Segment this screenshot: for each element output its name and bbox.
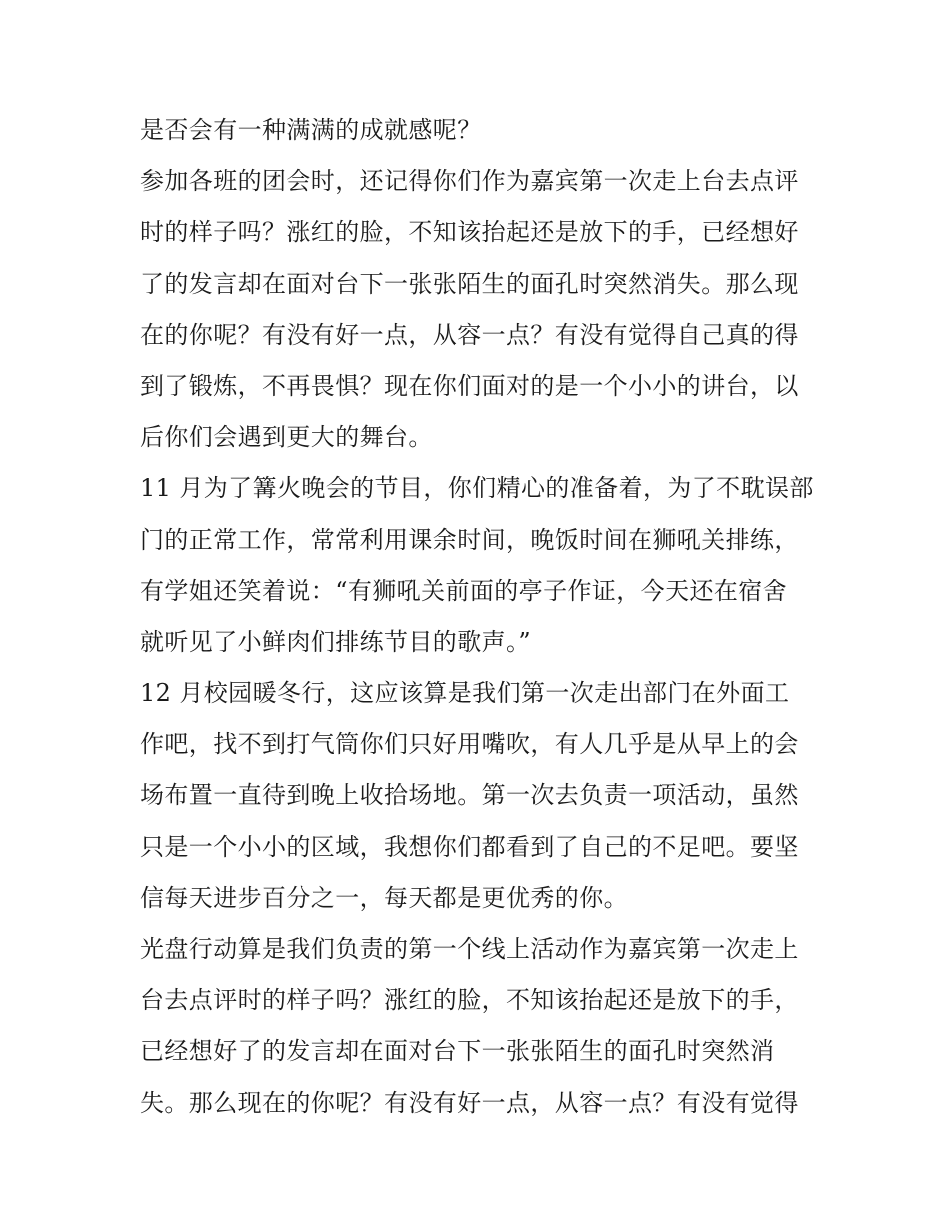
body-text — [140, 105, 820, 1129]
text-line: 参加各班的团会时，还记得你们作为嘉宾第一次走上台去点评 — [140, 167, 799, 196]
text-line: 是否会有一种满满的成就感呢？ — [140, 116, 482, 144]
text-line: 12 月校园暖冬行，这应该算是我们第一次走出部门在外面工 — [140, 679, 790, 708]
text-line: 后你们会遇到更大的舞台。 — [140, 423, 433, 452]
text-line: 已经想好了的发言却在面对台下一张张陌生的面孔时突然消 — [140, 1037, 775, 1066]
text-line: 到了锻炼，不再畏惧？现在你们面对的是一个小小的讲台，以 — [140, 371, 799, 400]
text-line: 有学姐还笑着说：“有狮吼关前面的亭子作证，今天还在宿舍 — [140, 576, 788, 605]
text-line: 只是一个小小的区域，我想你们都看到了自己的不足吧。要坚 — [140, 832, 799, 861]
text-line: 时的样子吗？涨红的脸，不知该抬起还是放下的手，已经想好 — [140, 218, 799, 247]
text-line: 门的正常工作，常常利用课余时间，晚饭时间在狮吼关排练， — [140, 525, 799, 554]
text-line: 失。那么现在的你呢？有没有好一点，从容一点？有没有觉得 — [140, 1088, 799, 1117]
text-line: 光盘行动算是我们负责的第一个线上活动作为嘉宾第一次走上 — [140, 935, 799, 963]
text-line: 台去点评时的样子吗？涨红的脸，不知该抬起还是放下的手， — [140, 986, 799, 1015]
text-line: 11 月为了篝火晚会的节目，你们精心的准备着，为了不耽误部 — [140, 474, 814, 503]
text-line: 信每天进步百分之一，每天都是更优秀的你。 — [140, 883, 628, 912]
text-line: 在的你呢？有没有好一点，从容一点？有没有觉得自己真的得 — [140, 320, 799, 349]
text-line: 了的发言却在面对台下一张张陌生的面孔时突然消失。那么现 — [140, 269, 799, 298]
text-line: 场布置一直待到晚上收拾场地。第一次去负责一项活动，虽然 — [140, 781, 799, 810]
text-line: 作吧，找不到打气筒你们只好用嘴吹，有人几乎是从早上的会 — [140, 730, 799, 759]
text-line: 就听见了小鲜肉们排练节目的歌声。” — [140, 627, 532, 656]
